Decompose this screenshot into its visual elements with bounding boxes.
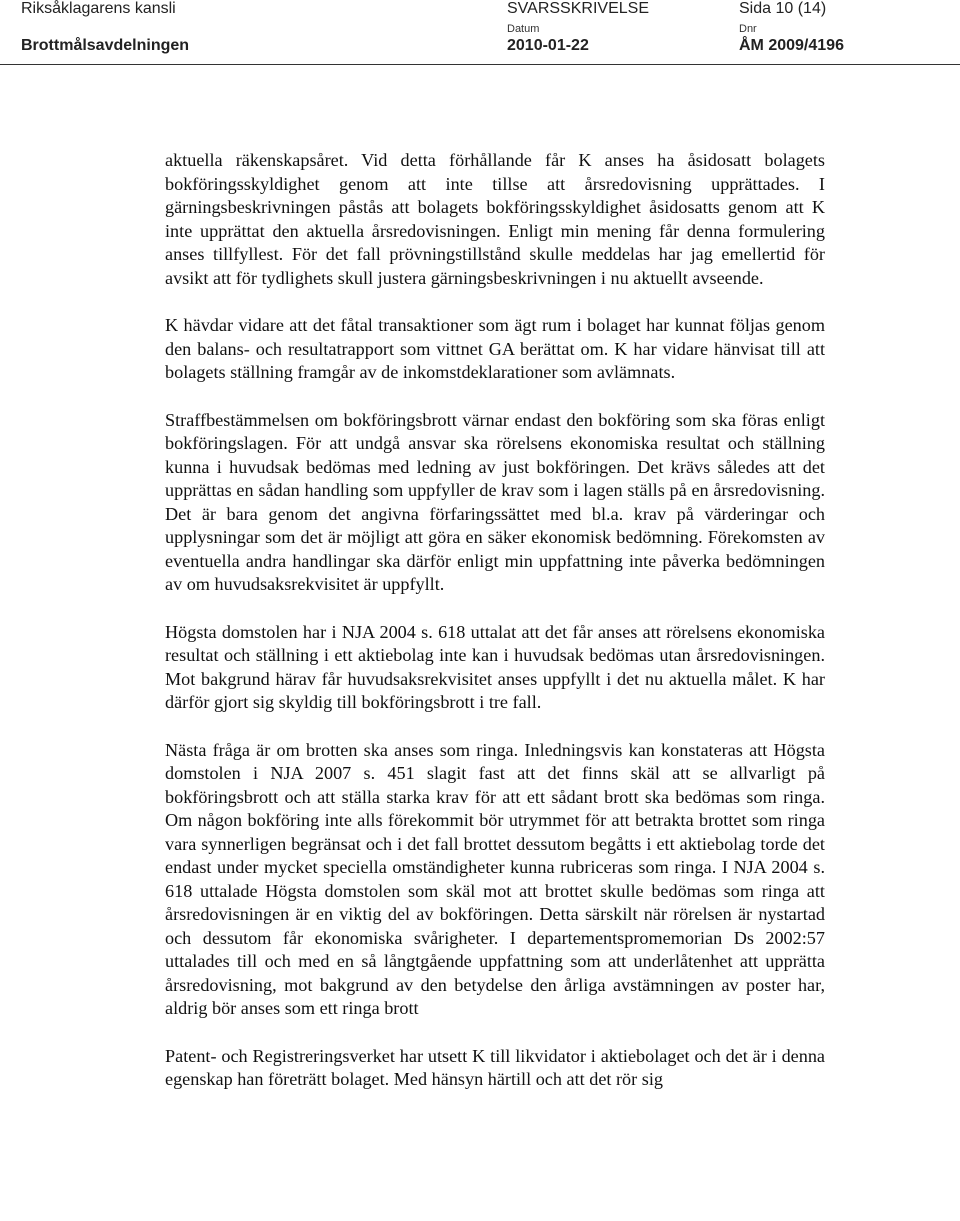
paragraph: Straffbestämmelsen om bokföringsbrott värnar endast den bokföring som ska föras enligt bokföringslagen. För att undgå ansvar ska rörelsens ekonomiska resultat och ställning kunna i huvudsak bedömas med ledning av just bokföringen. Det krävs således att det upprättas en sådan handling som uppfyller de krav som i lagen ställs på en årsredovisning. Det är bara genom det angivna förfaringssättet med bl.a. krav på värderingar och upplysningar som det är möjligt att göra en säker ekonomisk bedömning. Förekomsten av eventuella andra handlingar ska därför enligt min uppfattning inte påverka bedömningen av om huvudsaksrekvisitet är uppfyllt. [165, 409, 825, 594]
org-name: Riksåklagarens kansli [21, 0, 176, 17]
reference-label: Dnr [739, 23, 757, 35]
page-number: Sida 10 (14) [739, 0, 827, 17]
date-value: 2010-01-22 [507, 37, 589, 54]
reference-value: ÅM 2009/4196 [739, 37, 844, 54]
date-label: Datum [507, 23, 540, 35]
paragraph: Patent- och Registreringsverket har utsett K till likvidator i aktiebolaget och det är i denna egenskap han företrätt bolaget. Med hänsyn härtill och att det rör sig [165, 1045, 825, 1089]
paragraph: K hävdar vidare att det fåtal transaktioner som ägt rum i bolaget har kunnat följas genom den balans- och resultatrapport som vittnet GA berättat om. K har vidare hänvisat till att bolagets ställning framgår av de inkomstdeklarationer som avlämnats. [165, 315, 825, 382]
paragraph: Högsta domstolen har i NJA 2004 s. 618 uttalat att det får anses att rörelsens ekonomiska resultat och ställning i ett aktiebolag inte kan i huvudsak bedömas utan årsredovisningen. Mot bakgrund härav får huvudsaksrekvisitet anses uppfyllt i det nu aktuella målet. K har därför gjort sig skyldig till bokföringsbrott i tre fall. [165, 621, 825, 712]
org-division: Brottmålsavdelningen [21, 37, 190, 54]
paragraph: Nästa fråga är om brotten ska anses som ringa. Inledningsvis kan konstateras att Högsta domstolen i NJA 2007 s. 451 slagit fast att det finns skäl att se allvarligt på bokföringsbrott och att ställa starka krav för att ett sådant brott ska bedömas som ringa. Om någon bokföring inte alls förekommit bör utrymmet för att betrakta brottet som ringa vara synnerligen begränsat och i det fall brottet dessutom begåtts i ett aktiebolag torde det endast under mycket speciella omständigheter kunna rubriceras som ringa. I NJA 2004 s. 618 uttalade Högsta domstolen som skäl mot att brottet skulle bedömas som ringa att årsredovisningen är en viktig del av bokföringen. Detta särskilt när rörelsen är nystartad och dessutom får ekonomiska svårigheter. I departementspromemorian Ds 2002:57 uttalades till och med en så långtgående uppfattning som att underlåtenhet att upprätta årsredovisning, mot bakgrund av den betydelse den årliga avstämningen av poster har, aldrig bör anses som ett ringa brott [165, 739, 825, 1018]
document-type: SVARSSKRIVELSE [507, 0, 649, 17]
document-body [165, 149, 825, 1116]
paragraph: aktuella räkenskapsåret. Vid detta förhållande får K anses ha åsidosatt bolagets bokföringsskyldighet genom att inte tillse att årsredovisning upprättades. I gärningsbeskrivningen påstås att bolagets bokföringsskyldighet åsidosatts genom att K inte upprättat den aktuella årsredovisningen. Enligt min mening får denna formulering anses tillfyllest. För det fall prövningstillstånd skulle meddelas har jag emellertid för avsikt att för tydlighets skull justera gärningsbeskrivningen i nu aktuellt avseende. [165, 150, 825, 288]
header-divider [0, 64, 960, 65]
